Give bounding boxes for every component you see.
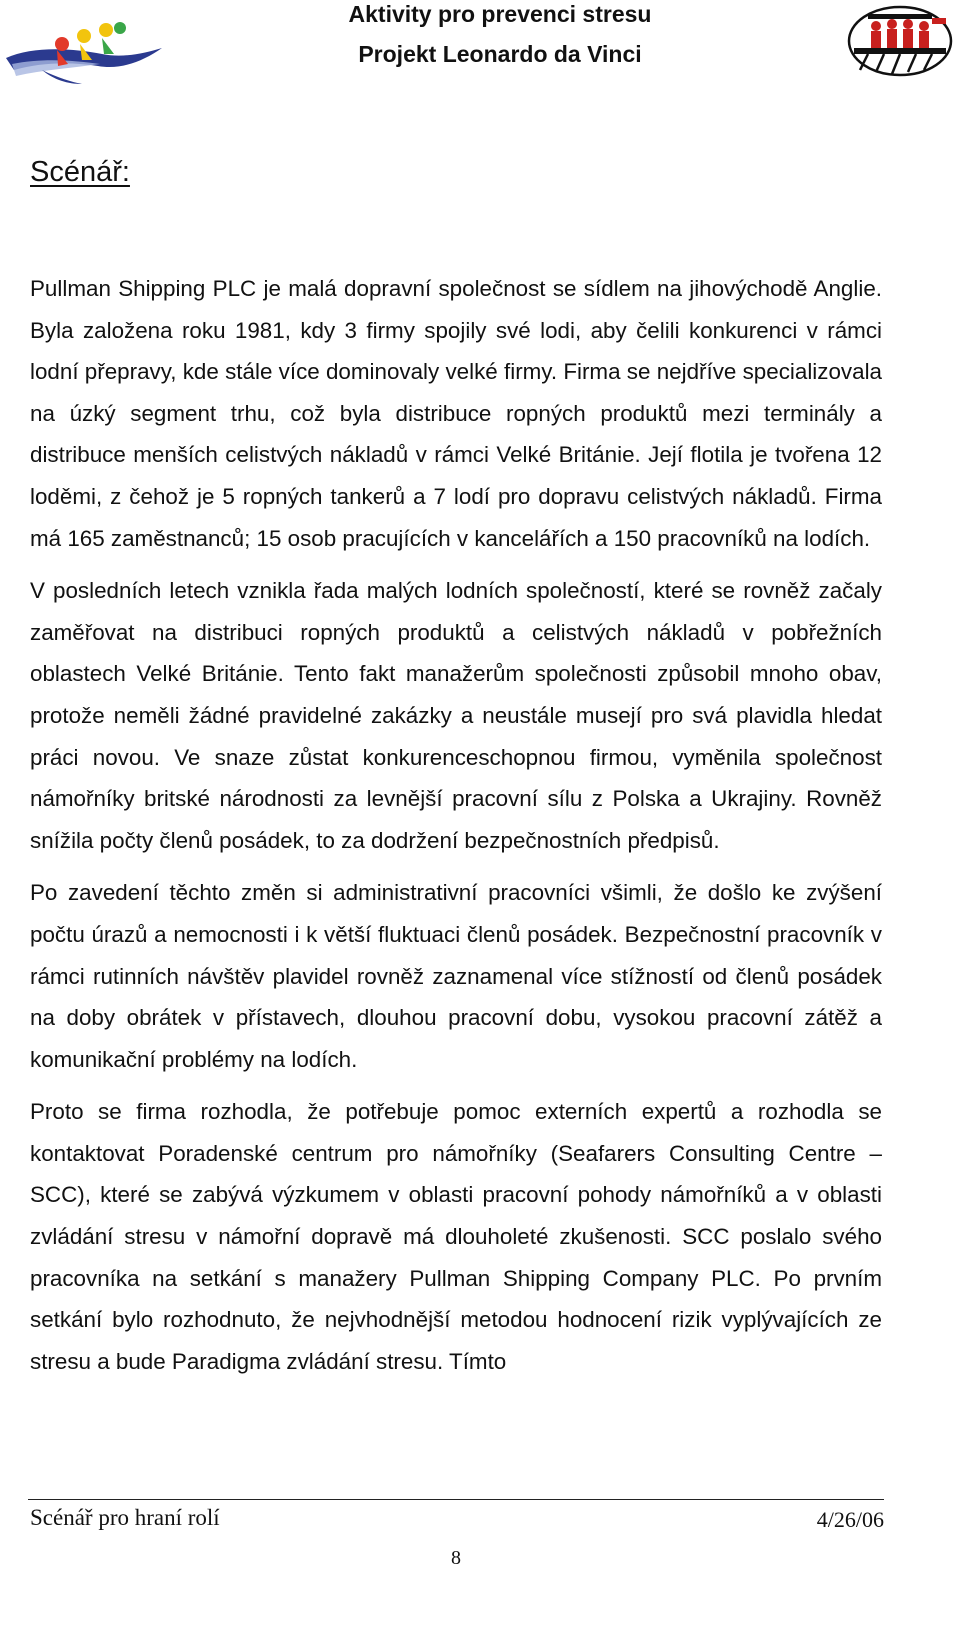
- section-title: Scénář:: [30, 156, 130, 188]
- page-number: 8: [451, 1547, 461, 1569]
- body-text: [30, 268, 882, 1393]
- header-title: Aktivity pro prevenci stresu: [348, 1, 652, 27]
- paragraph: V posledních letech vznikla řada malých lodních společností, které se rovněž začaly zaměřovat na distribuci ropných produktů a celistvých nákladů v pobřežních oblastech Velké Británie. Tento fakt manažerům společnosti způsobil mnoho obav, protože neměli žádné pravidelné zakázky a neustále musejí pro svá plavidla hledat práci novou. Ve snaze zůstat konkurenceschopnou firmou, vyměnila společnost námořníky britské národnosti za levnější pracovní sílu z Polska a Ukrajiny. Rovněž snížila počty členů posádek, to za dodržení bezpečnostních předpisů.: [30, 578, 882, 853]
- footer-divider: [28, 1499, 884, 1500]
- leonardo-logo-icon: [2, 18, 164, 86]
- paragraph: Proto se firma rozhodla, že potřebuje pomoc externích expertů a rozhodla se kontaktovat Poradenské centrum pro námořníky (Seafarers Consulting Centre – SCC), které se zabývá výzkumem v oblasti pracovní pohody námořníků a v oblasti zvládání stresu v námořní dopravě má dlouholeté zkušenosti. SCC poslalo svého pracovníka na setkání s manažery Pullman Shipping Company PLC. Po prvním setkání bylo rozhodnuto, že nejvhodnější metodou hodnocení rizik vyplývajících ze stresu a bude Paradigma zvládání stresu. Tímto: [30, 1099, 882, 1374]
- footer-date: 4/26/06: [816, 1507, 884, 1532]
- project-emblem-icon: [846, 4, 954, 78]
- header-subtitle: Projekt Leonardo da Vinci: [358, 41, 642, 67]
- footer-title: Scénář pro hraní rolí: [30, 1505, 220, 1530]
- paragraph: Po zavedení těchto změn si administrativní pracovníci všimli, že došlo ke zvýšení počtu úrazů a nemocnosti i k větší fluktuaci členů posádek. Bezpečnostní pracovník v rámci rutinních návštěv plavidel rovněž zaznamenal více stížností od členů posádek na doby obrátek v přístavech, dlouhou pracovní dobu, vysokou pracovní zátěž a komunikační problémy na lodích.: [30, 880, 882, 1072]
- paragraph: Pullman Shipping PLC je malá dopravní společnost se sídlem na jihovýchodě Anglie. Byla založena roku 1981, kdy 3 firmy spojily své lodi, aby čelili konkurenci v rámci lodní přepravy, kde stále více dominovaly velké firmy. Firma se nejdříve specializovala na úzký segment trhu, což byla distribuce ropných produktů mezi terminály a distribuce menších celistvých nákladů v rámci Velké Británie. Její flotila je tvořena 12 loděmi, z čehož je 5 ropných tankerů a 7 lodí pro dopravu celistvých nákladů. Firma má 165 zaměstnanců; 15 osob pracujících v kancelářích a 150 pracovníků na lodích.: [30, 276, 882, 551]
